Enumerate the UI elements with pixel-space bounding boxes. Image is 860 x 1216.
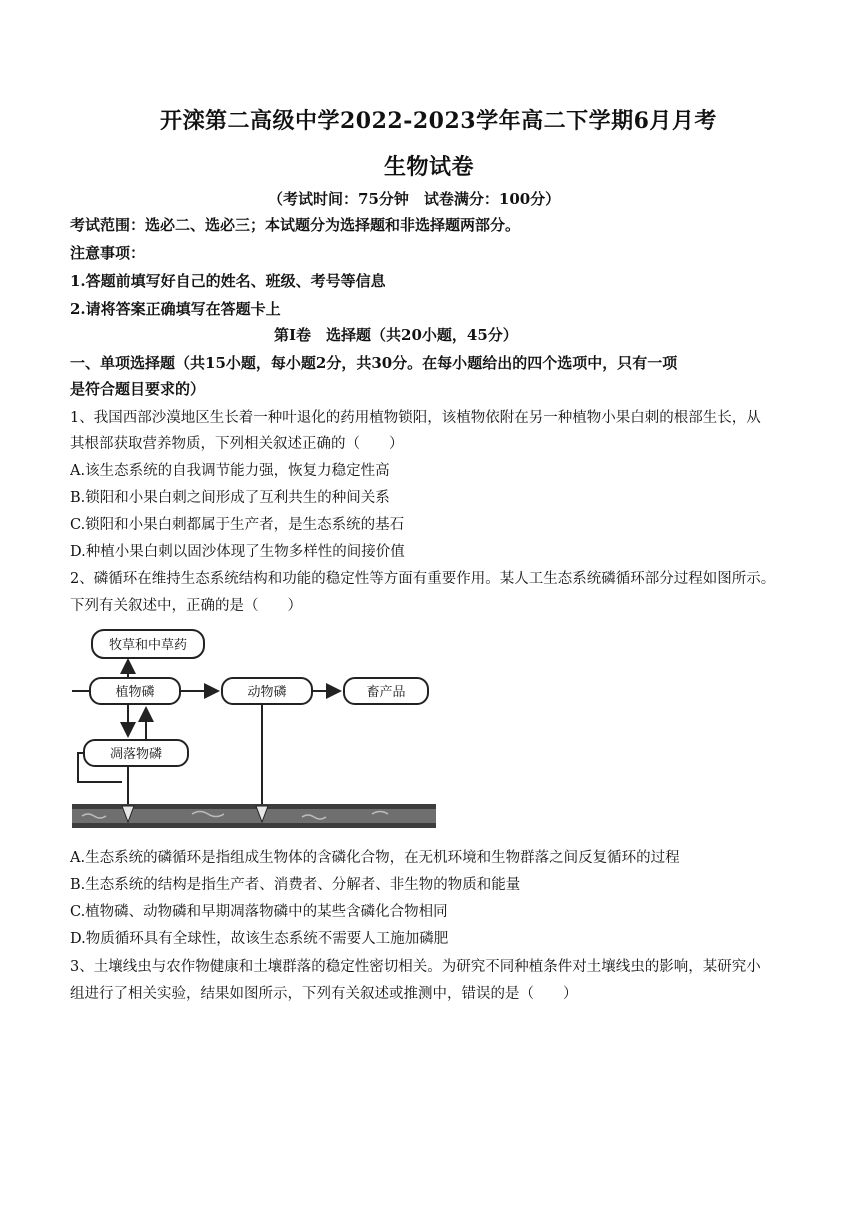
question-stem: 下列有关叙述中，正确的是（ ） bbox=[70, 598, 302, 614]
exam-subtitle: 生物试卷 bbox=[384, 154, 475, 180]
option-d: D.种植小果白刺以固沙体现了生物多样性的间接价值 bbox=[70, 544, 405, 560]
phosphorus-cycle-diagram bbox=[72, 626, 438, 832]
exam-time-info: （考试时间：75分钟 试卷满分：100分） bbox=[268, 190, 561, 208]
section-heading: 第I卷 选择题（共20小题，45分） bbox=[274, 326, 518, 344]
question-stem: 3、土壤线虫与农作物健康和土壤群落的稳定性密切相关。为研究不同种植条件对土壤线虫的影响，某研究小 bbox=[70, 959, 761, 975]
question-stem: 组进行了相关实验，结果如图所示，下列有关叙述或推测中，错误的是（ ） bbox=[70, 986, 578, 1002]
litter-p-label: 凋落物磷 bbox=[109, 747, 163, 762]
option-b: B.生态系统的结构是指生产者、消费者、分解者、非生物的物质和能量 bbox=[70, 877, 521, 893]
exam-title: 开滦第二高级中学2022-2023学年高二下学期6月月考 bbox=[160, 108, 717, 134]
question-stem: 2、磷循环在维持生态系统结构和功能的稳定性等方面有重要作用。某人工生态系统磷循环部分过程如图所示。 bbox=[70, 571, 776, 587]
product-label: 畜产品 bbox=[366, 685, 406, 700]
note-item: 1.答题前填写好自己的姓名、班级、考号等信息 bbox=[70, 272, 386, 290]
question-stem: 其根部获取营养物质，下列相关叙述正确的（ ） bbox=[70, 436, 404, 452]
exam-scope: 考试范围：选必二、选必三；本试题分为选择题和非选择题两部分。 bbox=[70, 216, 521, 234]
part-heading: 是符合题目要求的） bbox=[70, 380, 206, 398]
plant-p-label: 植物磷 bbox=[115, 685, 155, 700]
note-item: 2.请将答案正确填写在答题卡上 bbox=[70, 300, 281, 318]
option-b: B.锁阳和小果白刺之间形成了互利共生的种间关系 bbox=[70, 490, 390, 506]
notes-heading: 注意事项： bbox=[70, 244, 146, 262]
option-c: C.植物磷、动物磷和早期凋落物磷中的某些含磷化合物相同 bbox=[70, 904, 448, 920]
animal-p-label: 动物磷 bbox=[247, 685, 287, 700]
forage-label: 牧草和中草药 bbox=[108, 638, 188, 653]
option-a: A.该生态系统的自我调节能力强，恢复力稳定性高 bbox=[70, 463, 390, 479]
question-stem: 1、我国西部沙漠地区生长着一种叶退化的药用植物锁阳，该植物依附在另一种植物小果白刺的根部生长，从 bbox=[70, 410, 761, 426]
part-heading: 一、单项选择题（共15小题，每小题2分，共30分。在每小题给出的四个选项中，只有一项 bbox=[70, 354, 678, 372]
option-a: A.生态系统的磷循环是指组成生物体的含磷化合物，在无机环境和生物群落之间反复循环的过程 bbox=[70, 850, 680, 866]
option-d: D.物质循环具有全球性，故该生态系统不需要人工施加磷肥 bbox=[70, 931, 449, 947]
option-c: C.锁阳和小果白刺都属于生产者，是生态系统的基石 bbox=[70, 517, 405, 533]
